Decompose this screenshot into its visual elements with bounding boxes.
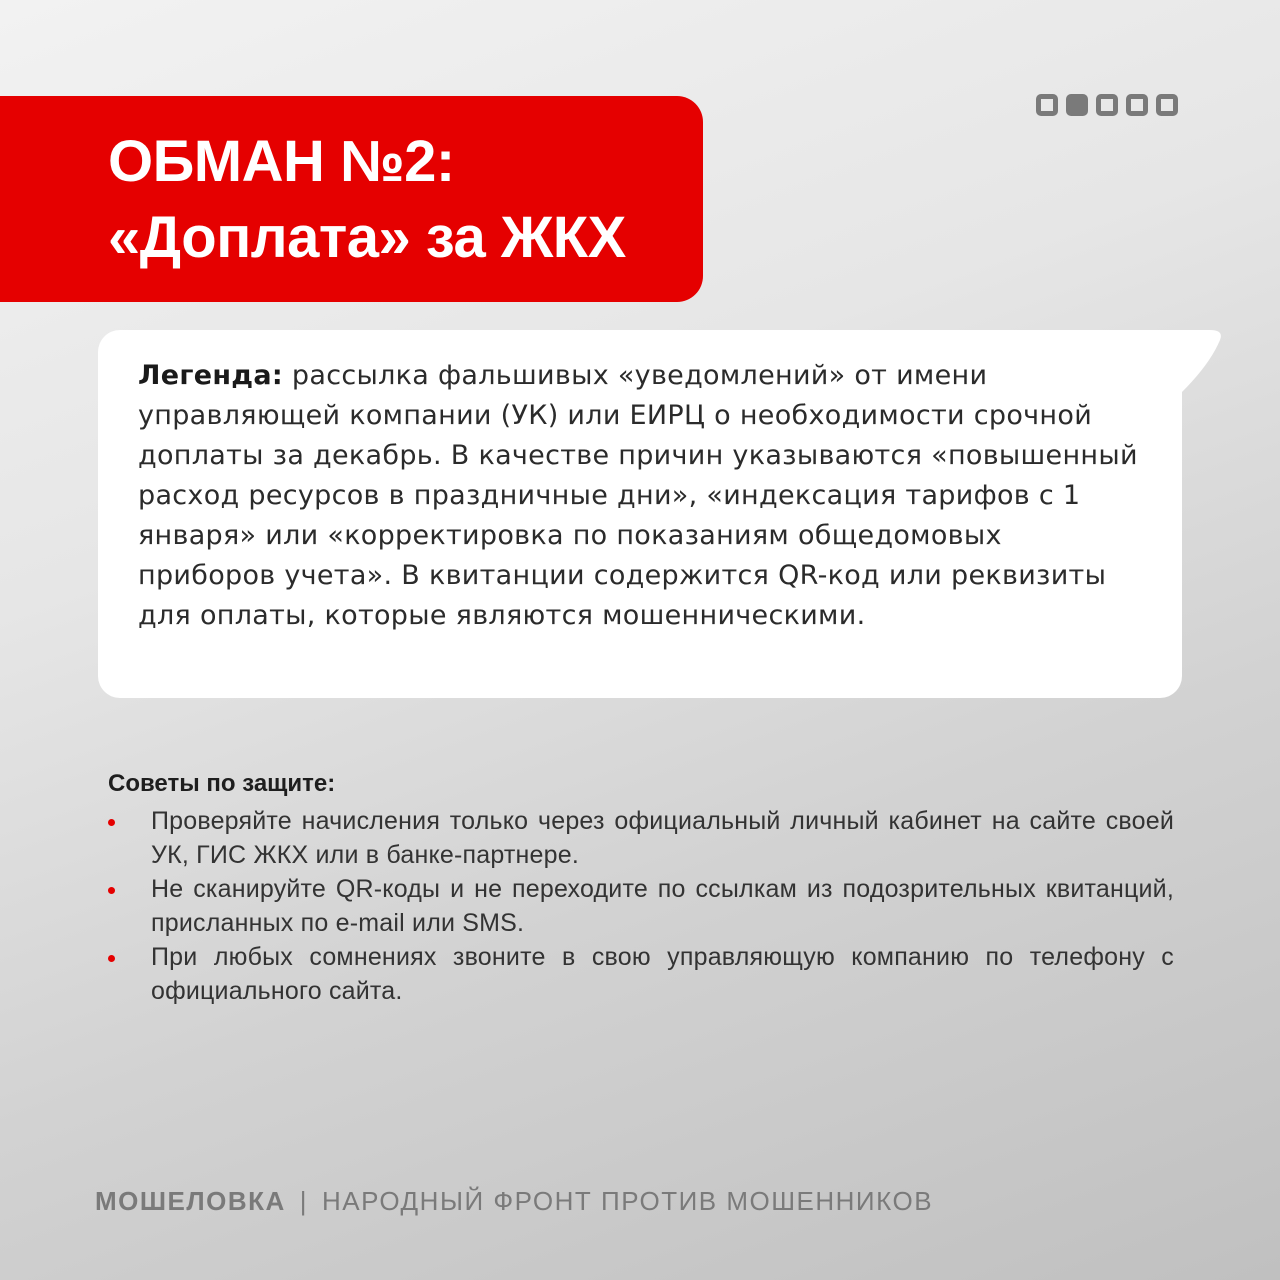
speech-bubble-tail-icon [1170,330,1222,395]
bullet-icon [108,955,115,962]
protection-tips [108,770,1174,1008]
legend-paragraph [138,356,1142,636]
tips-heading: Советы по защите: [108,770,336,797]
tip-item [108,940,1174,1008]
bullet-icon [108,819,115,826]
tip-item [108,872,1174,940]
pager-dot-2-active[interactable] [1066,94,1088,116]
pager-dot-5[interactable] [1156,94,1178,116]
pager-dot-3[interactable] [1096,94,1118,116]
legend-speech-bubble [98,330,1182,698]
title-line-1: ОБМАН №2: [108,129,455,194]
tip-item [108,804,1174,872]
slide-pager [1036,94,1178,116]
bullet-icon [108,887,115,894]
tip-text: Не сканируйте QR-коды и не переходите по ссылкам из подозрительных квитанций, присланных по e-mail или SMS. [151,875,1174,937]
tip-text: При любых сомнениях звоните в свою управляющую компанию по телефону с официального сайта. [151,943,1174,1005]
pager-dot-4[interactable] [1126,94,1148,116]
title-banner [0,96,703,302]
title-line-2: «Доплата» за ЖКХ [108,205,626,270]
legend-body: рассылка фальшивых «уведомлений» от имени управляющей компании (УК) или ЕИРЦ о необходимости срочной доплаты за декабрь. В качестве причин указываются «повышенный расход ресурсов в праздничные дни», «индексация тарифов с 1 января» или «корректировка по показаниям общедомовых приборов учета». В квитанции содержится QR-код или реквизиты для оплаты, которые являются мошенническими. [138,360,1138,631]
tip-text: Проверяйте начисления только через официальный личный кабинет на сайте своей УК, ГИС ЖКХ или в банке-партнере. [151,807,1174,869]
pager-dot-1[interactable] [1036,94,1058,116]
legend-label: Легенда: [138,360,284,391]
footer-branding [95,1186,933,1217]
footer-tagline: НАРОДНЫЙ ФРОНТ ПРОТИВ МОШЕННИКОВ [322,1186,934,1216]
brand-name: МОШЕЛОВКА [95,1186,286,1216]
footer-separator: | [299,1186,309,1216]
